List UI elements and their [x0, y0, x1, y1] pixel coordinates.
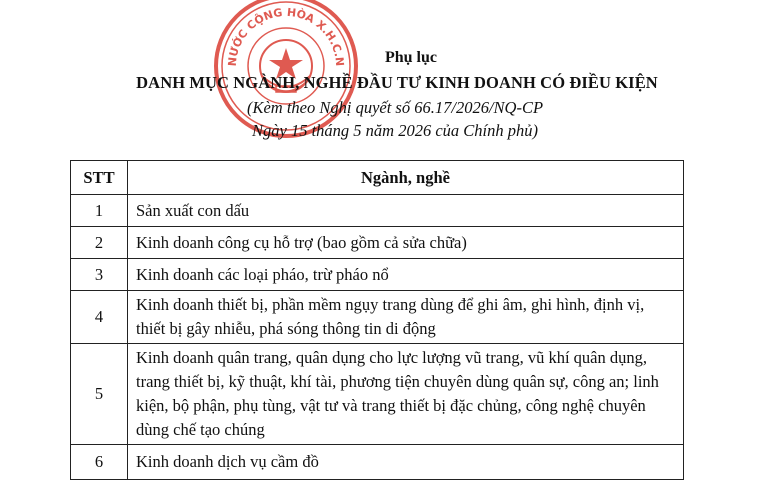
appendix-label: Phụ lục: [384, 49, 437, 66]
document-subtitle-line-2: Ngày 15 tháng 5 năm 2026 của Chính phủ): [252, 121, 538, 140]
column-header-nganh-nghe: Ngành, nghề: [128, 161, 684, 195]
row-business-name: Kinh doanh dịch vụ cầm đồ: [128, 445, 684, 480]
business-list-table: [70, 160, 684, 480]
seal-text: NƯỚC CỘNG HÒA X.H.C.N: [225, 5, 347, 67]
row-number: 5: [71, 344, 128, 445]
table-row: [71, 445, 684, 480]
row-business-name: Sản xuất con dấu: [128, 195, 684, 227]
row-business-name: Kinh doanh công cụ hỗ trợ (bao gồm cả sửa chữa): [128, 227, 684, 259]
table-row: [71, 227, 684, 259]
row-number: 2: [71, 227, 128, 259]
row-business-name: Kinh doanh thiết bị, phần mềm ngụy trang dùng để ghi âm, ghi hình, định vị, thiết bị gây nhiễu, phá sóng thông tin di động: [128, 291, 684, 344]
row-number: 1: [71, 195, 128, 227]
document-subtitle-line-1: (Kèm theo Nghị quyết số 66.17/2026/NQ-CP: [246, 98, 544, 117]
table-header-row: [71, 161, 684, 195]
column-header-stt: STT: [71, 161, 128, 195]
document-title: DANH MỤC NGÀNH, NGHỀ ĐẦU TƯ KINH DOANH CÓ ĐIỀU KIỆN: [136, 73, 658, 92]
row-business-name: Kinh doanh quân trang, quân dụng cho lực lượng vũ trang, vũ khí quân dụng, trang thiết bị, kỹ thuật, khí tài, phương tiện chuyên dùng quân sự, công an; linh kiện, bộ phận, phụ tùng, vật tư và trang thiết bị đặc chủng, công nghệ chuyên dùng chế tạo chúng: [128, 344, 684, 445]
table-row: [71, 291, 684, 344]
table-row: [71, 259, 684, 291]
row-number: 3: [71, 259, 128, 291]
row-number: 4: [71, 291, 128, 344]
table-row: [71, 195, 684, 227]
row-number: 6: [71, 445, 128, 480]
table-row: [71, 344, 684, 445]
row-business-name: Kinh doanh các loại pháo, trừ pháo nổ: [128, 259, 684, 291]
